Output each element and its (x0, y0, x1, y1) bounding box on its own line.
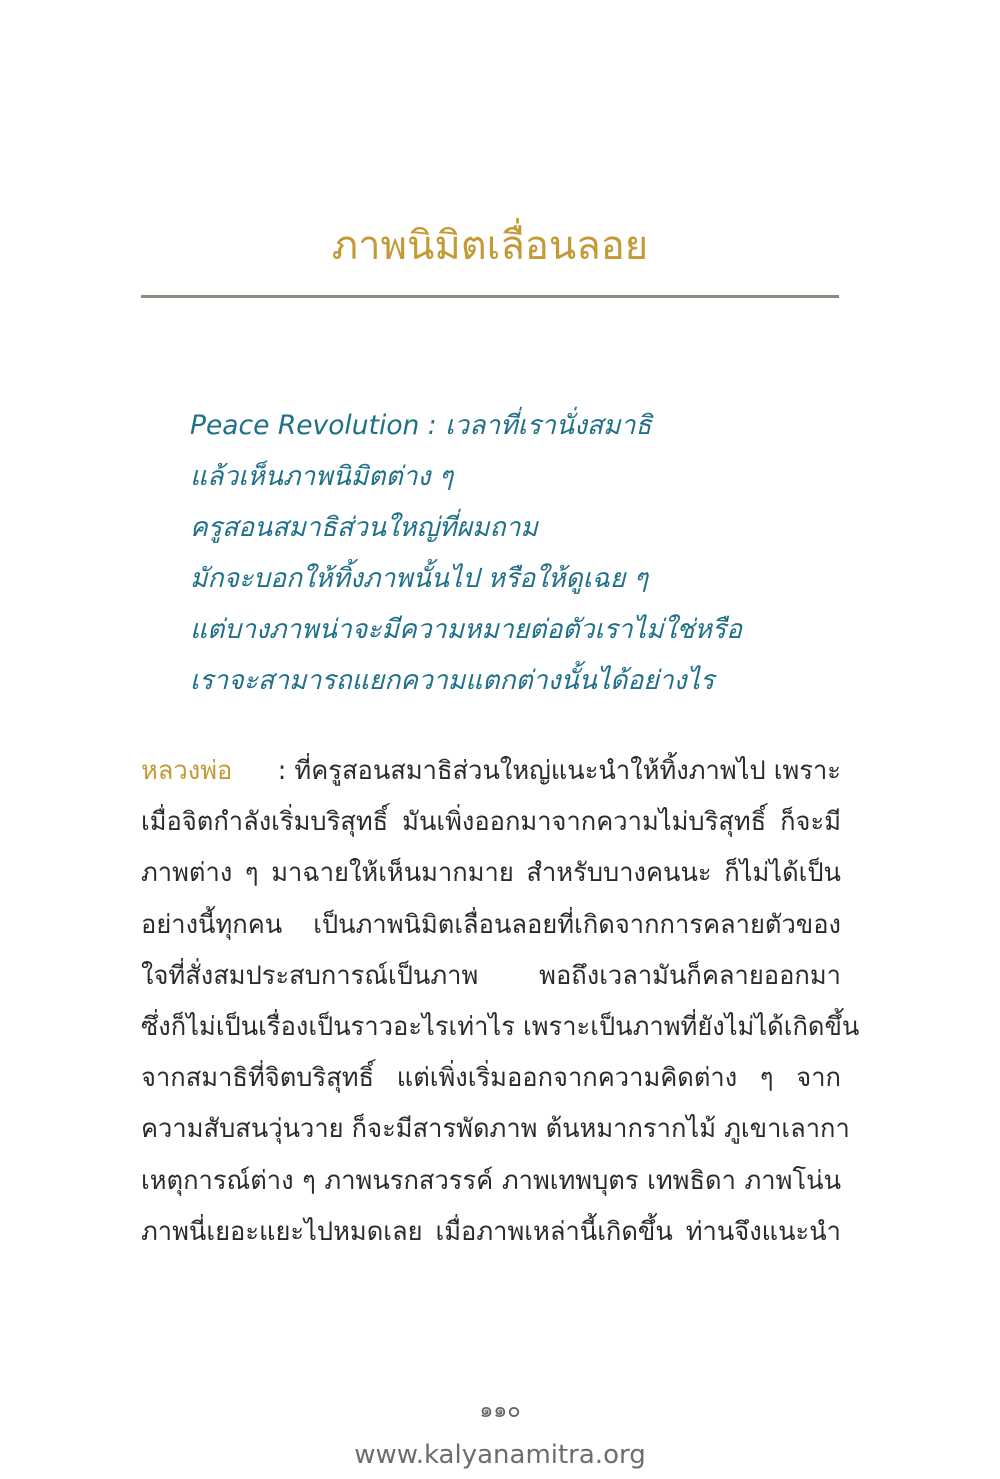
answer-line: ภาพนี่เยอะแยะไปหมดเลย เมื่อภาพเหล่านี้เกิดขึ้น ท่านจึงแนะนำ (141, 1216, 841, 1247)
answer-line: ซึ่งก็ไม่เป็นเรื่องเป็นราวอะไรเท่าไร เพราะเป็นภาพที่ยังไม่ได้เกิดขึ้น (141, 1011, 860, 1042)
question-line: แต่บางภาพน่าจะมีความหมายต่อตัวเราไม่ใช่หรือ (190, 614, 742, 645)
answer-line: เหตุการณ์ต่าง ๆ ภาพนรกสวรรค์ ภาพเทพบุตร เทพธิดา ภาพโน่น (141, 1165, 841, 1196)
question-block (190, 400, 850, 706)
page-number: ๑๑๐ (479, 1398, 521, 1423)
answer-line: ใจที่สั่งสมประสบการณ์เป็นภาพ พอถึงเวลามันก็คลายออกมา (141, 960, 841, 991)
page-title: ภาพนิมิตเลื่อนลอย (331, 223, 649, 269)
answer-line: จากสมาธิที่จิตบริสุทธิ์ แต่เพิ่งเริ่มออกจากความคิดต่าง ๆ จาก (141, 1063, 841, 1094)
question-line: มักจะบอกให้ทิ้งภาพนั้นไป หรือให้ดูเฉย ๆ (190, 563, 649, 594)
answer-line: เมื่อจิตกำลังเริ่มบริสุทธิ์ มันเพิ่งออกมาจากความไม่บริสุทธิ์ ก็จะมี (141, 807, 841, 838)
answer-line: ความสับสนวุ่นวาย ก็จะมีสารพัดภาพ ต้นหมากรากไม้ ภูเขาเลากา (141, 1114, 850, 1145)
answer-block (141, 746, 860, 1258)
question-line: Peace Revolution : เวลาที่เรานั่งสมาธิ (190, 410, 652, 441)
question-line: ครูสอนสมาธิส่วนใหญ่ที่ผมถาม (190, 512, 538, 543)
website-url: www.kalyanamitra.org (354, 1440, 646, 1470)
answer-first-text: : ที่ครูสอนสมาธิส่วนใหญ่แนะนำให้ทิ้งภาพไป เพราะ (277, 756, 841, 786)
question-line: เราจะสามารถแยกความแตกต่างนั้นได้อย่างไร (190, 665, 715, 696)
title-divider (141, 295, 839, 298)
answer-first-line (141, 746, 841, 797)
speaker-label: หลวงพ่อ (141, 756, 233, 786)
answer-line: ภาพต่าง ๆ มาฉายให้เห็นมากมาย สำหรับบางคนนะ ก็ไม่ได้เป็น (141, 858, 841, 889)
question-line: แล้วเห็นภาพนิมิตต่าง ๆ (190, 461, 454, 492)
answer-line: อย่างนี้ทุกคน เป็นภาพนิมิตเลื่อนลอยที่เกิดจากการคลายตัวของ (141, 909, 841, 940)
